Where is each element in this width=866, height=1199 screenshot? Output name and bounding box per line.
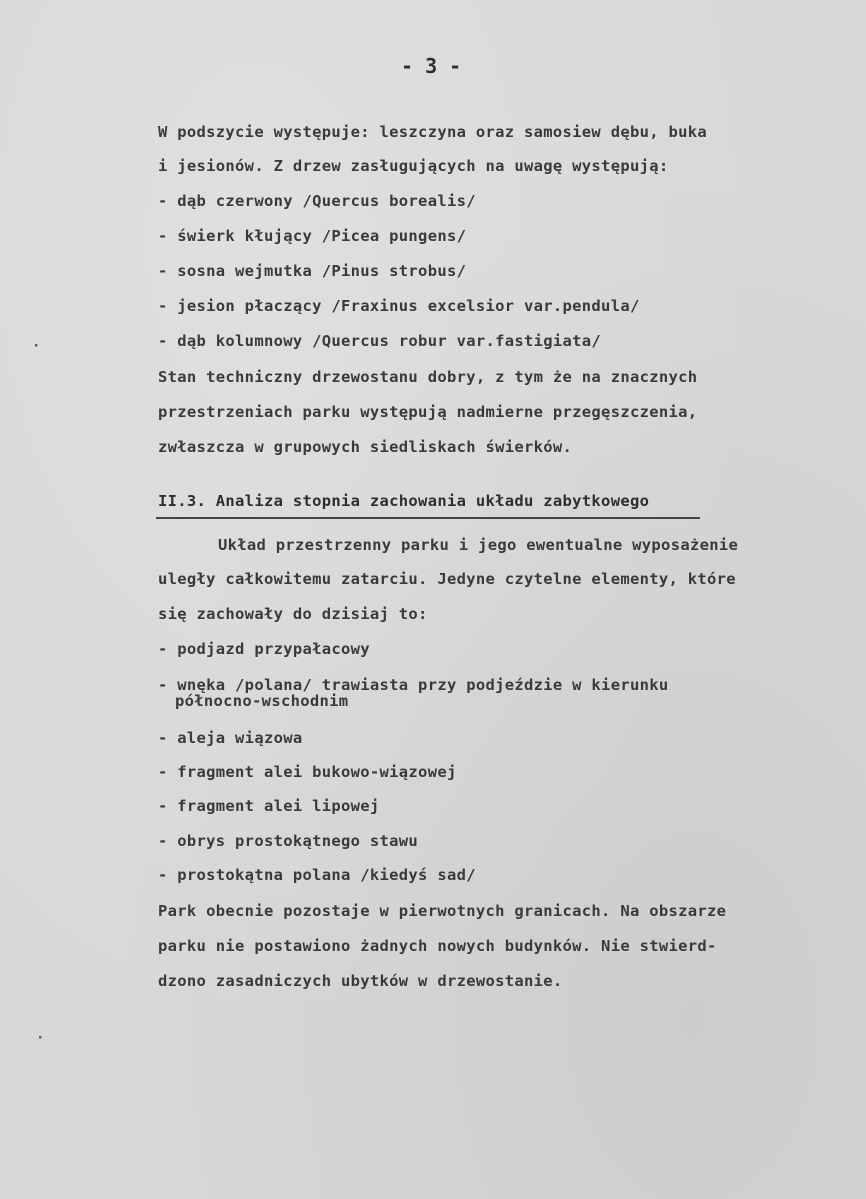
heading-underline	[156, 517, 700, 519]
text-line: przestrzeniach parku występują nadmierne przegęszczenia,	[158, 403, 698, 421]
list-item: - jesion płaczący /Fraxinus excelsior var.pendula/	[158, 297, 640, 315]
text-line: dzono zasadniczych ubytków w drzewostanie.	[158, 972, 563, 990]
text-line: Park obecnie pozostaje w pierwotnych granicach. Na obszarze	[158, 902, 727, 920]
text-line: się zachowały do dzisiaj to:	[158, 605, 428, 623]
list-item: - dąb czerwony /Quercus borealis/	[158, 192, 476, 210]
text-line: parku nie postawiono żadnych nowych budynków. Nie stwierd-	[158, 937, 717, 955]
text-line: zwłaszcza w grupowych siedliskach świerków.	[158, 438, 573, 456]
text-line: Układ przestrzenny parku i jego ewentualne wyposażenie	[218, 536, 739, 554]
section-heading: II.3. Analiza stopnia zachowania układu zabytkowego	[158, 492, 650, 510]
margin-mark: ·	[32, 338, 41, 354]
text-line: Stan techniczny drzewostanu dobry, z tym że na znacznych	[158, 368, 698, 386]
list-item: - fragment alei lipowej	[158, 797, 380, 815]
list-item: - fragment alei bukowo-wiązowej	[158, 763, 457, 781]
margin-mark: ·	[36, 1030, 45, 1046]
list-item-continuation: północno-wschodnim	[175, 692, 349, 710]
list-item: - sosna wejmutka /Pinus strobus/	[158, 262, 467, 280]
list-item: - wnęka /polana/ trawiasta przy podjeździe w kierunku	[158, 676, 669, 694]
text-line: W podszycie występuje: leszczyna oraz samosiew dębu, buka	[158, 123, 708, 141]
text-line: i jesionów. Z drzew zasługujących na uwagę występują:	[158, 157, 669, 175]
page-number: - 3 -	[401, 54, 462, 78]
text-line: uległy całkowitemu zatarciu. Jedyne czytelne elementy, które	[158, 570, 736, 588]
list-item: - podjazd przypałacowy	[158, 640, 370, 658]
list-item: - aleja wiązowa	[158, 729, 303, 747]
list-item: - świerk kłujący /Picea pungens/	[158, 227, 467, 245]
list-item: - obrys prostokątnego stawu	[158, 832, 419, 850]
list-item: - dąb kolumnowy /Quercus robur var.fastigiata/	[158, 332, 602, 350]
list-item: - prostokątna polana /kiedyś sad/	[158, 866, 476, 884]
